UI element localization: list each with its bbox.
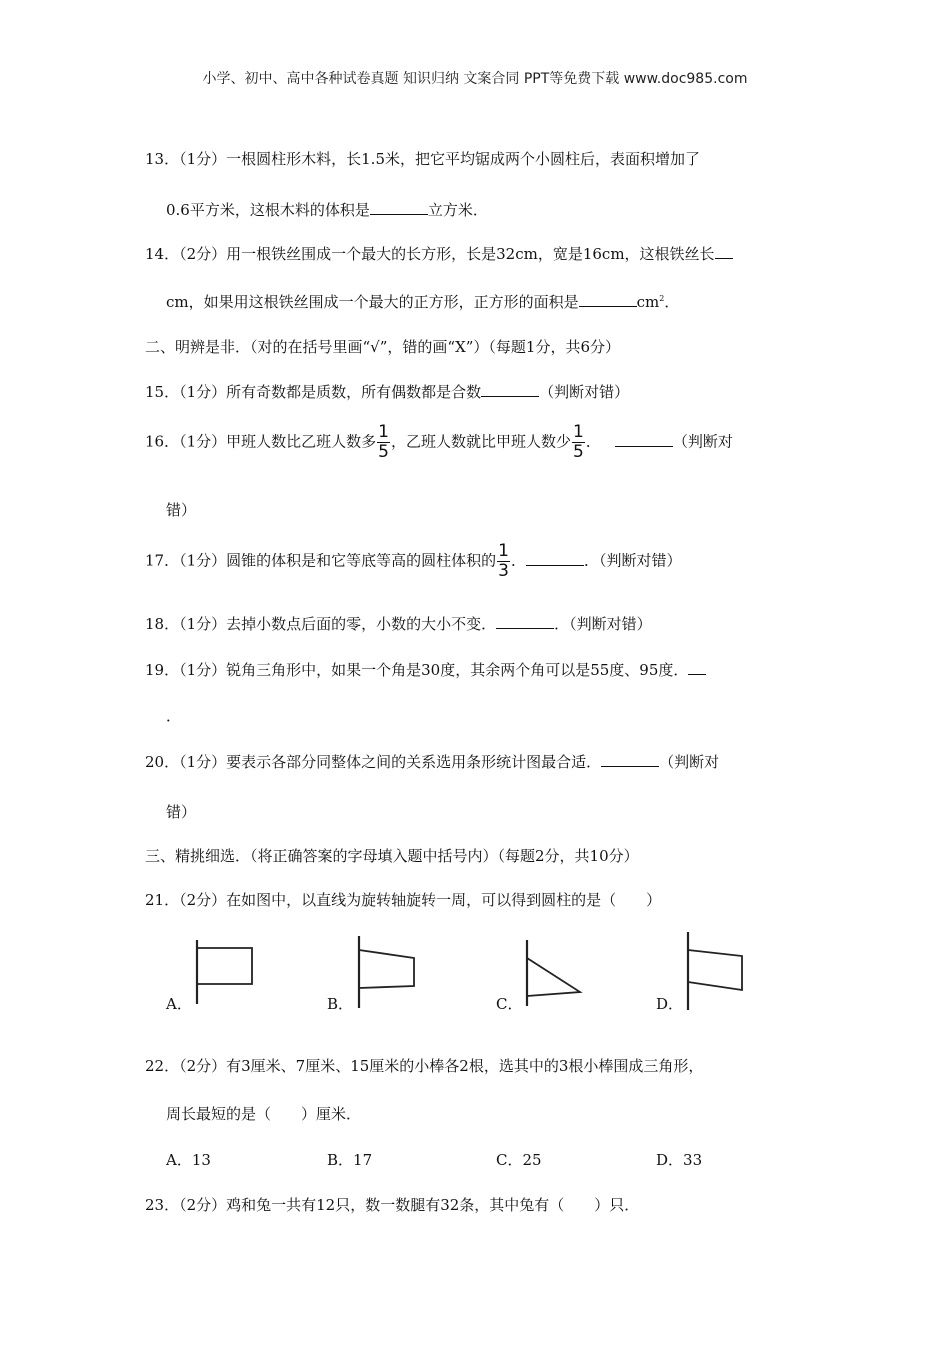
fraction-numerator: 1 [572,422,584,442]
question-19-text: 19．（1分）锐角三角形中，如果一个角是30度，其余两个角可以是55度、95度． [145,661,689,679]
question-15-instruction: （判断对错） [539,383,630,401]
answer-blank[interactable] [496,613,554,629]
question-15 [145,381,629,402]
triangle-shape [527,958,580,996]
option-a-label[interactable]: A． [166,995,192,1013]
answer-blank[interactable] [526,550,584,566]
question-16-period: ． [585,432,601,451]
option-a[interactable]: A．13 [166,1151,211,1169]
question-18-text: 18．（1分）去掉小数点后面的零，小数的大小不变． [145,615,497,633]
question-13-line-2 [166,199,488,220]
fraction-one-third [497,543,510,580]
question-20-line-2: 错） [166,803,197,821]
section-2-heading: 二、明辨是非．（对的在括号里画“√”，错的画“X”）（每题1分，共6分） [145,338,621,356]
question-18-instruction: ．（判断对错） [554,615,652,633]
question-23: 23．（2分）鸡和兔一共有12只，数一数腿有32条，其中兔有（ ）只． [145,1196,640,1214]
figure-c-triangle-with-axis [518,934,588,1014]
page-header: 小学、初中、高中各种试卷真题 知识归纳 文案合同 PPT等免费下载 www.doc985.com [202,71,748,87]
figure-d-quadrilateral-with-axis [680,930,750,1014]
question-16-text-2: ，乙班人数就比甲班人数少 [390,432,571,451]
question-17 [145,543,682,580]
fraction-denominator: 5 [378,442,389,462]
answer-blank[interactable] [615,431,673,447]
question-20-instruction: （判断对 [659,753,720,771]
option-b-label[interactable]: B． [327,995,354,1013]
quadrilateral-shape [688,950,742,990]
question-19-line-2: ． [166,707,182,725]
answer-blank[interactable] [601,751,659,767]
question-14-text: 14．（2分）用一根铁丝围成一个最大的长方形，长是32cm，宽是16cm，这根铁丝长 [145,245,715,263]
question-14-unit: cm [636,293,660,311]
option-b[interactable]: B．17 [327,1151,373,1169]
question-15-text: 15．（1分）所有奇数都是质数，所有偶数都是合数 [145,383,482,401]
question-22-line-1: 22．（2分）有3厘米、7厘米、15厘米的小棒各2根，选其中的3根小棒围成三角形， [145,1057,704,1075]
question-16-line-1 [145,424,733,461]
question-14-unit-superscript: 2 [659,294,665,303]
fraction-denominator: 5 [572,442,584,462]
fraction-one-fifth [377,424,390,461]
option-c[interactable]: C．25 [496,1151,542,1169]
question-14-text-2: cm，如果用这根铁丝围成一个最大的正方形，正方形的面积是 [166,293,579,311]
option-c-label[interactable]: C． [496,995,523,1013]
fraction-denominator: 3 [498,561,509,581]
question-20-line-1 [145,751,719,772]
question-17-period: ． [510,551,526,570]
fraction-numerator: 1 [378,422,389,442]
question-13-unit: 立方米． [427,201,488,219]
question-14-line-1 [145,243,733,264]
answer-blank[interactable] [579,291,637,307]
question-13-text: 0.6平方米，这根木料的体积是 [166,201,370,219]
answer-blank[interactable] [688,659,706,675]
section-3-heading: 三、精挑细选．（将正确答案的字母填入题中括号内）（每题2分，共10分） [145,847,639,865]
answer-blank[interactable] [481,381,539,397]
question-14-line-2 [166,291,679,312]
figure-b-trapezoid-with-axis [350,932,420,1012]
answer-blank[interactable] [715,243,733,259]
option-d-label[interactable]: D． [656,995,684,1013]
question-21: 21．（2分）在如图中，以直线为旋转轴旋转一周，可以得到圆柱的是（ ） [145,891,662,909]
question-22-line-2: 周长最短的是（ ）厘米． [166,1105,362,1123]
question-18 [145,613,652,634]
question-20-text: 20．（1分）要表示各部分同整体之间的关系选用条形统计图最合适． [145,753,602,771]
answer-blank[interactable] [370,199,428,215]
rectangle-shape [197,948,252,984]
fraction-numerator: 1 [498,541,509,561]
question-16-text: 16．（1分）甲班人数比乙班人数多 [145,432,377,451]
question-17-instruction: ．（判断对错） [583,551,682,570]
question-13-line-1: 13．（1分）一根圆柱形木料，长1.5米，把它平均锯成两个小圆柱后，表面积增加了 [145,150,700,168]
figure-a-rectangle-with-axis [190,938,260,1008]
fraction-one-fifth [572,424,585,461]
option-d[interactable]: D．33 [656,1151,703,1169]
question-16-instruction: （判断对 [672,432,733,451]
question-16-line-2: 错） [166,501,197,519]
question-19-line-1 [145,659,706,680]
trapezoid-shape [359,950,414,988]
question-14-period: ． [664,293,680,311]
question-17-text: 17．（1分）圆锥的体积是和它等底等高的圆柱体积的 [145,551,497,570]
